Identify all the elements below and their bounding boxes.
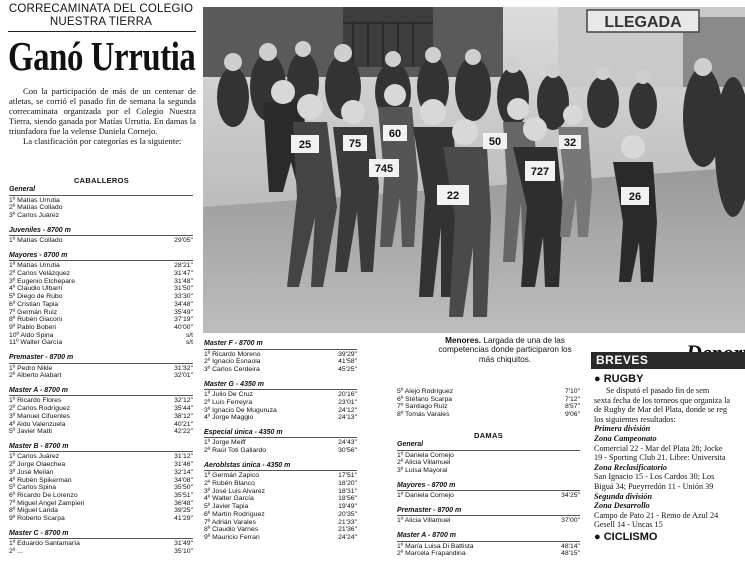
- category-title: Master F - 8700 m: [204, 340, 357, 350]
- result-time: 45'25": [338, 365, 357, 373]
- result-row: [397, 550, 580, 558]
- result-time: 8'57": [564, 403, 580, 411]
- result-row: [204, 519, 357, 527]
- result-category: [9, 227, 193, 245]
- bib-number: 26: [628, 191, 642, 203]
- athlete-name: 7º Germán Ruiz: [9, 308, 58, 316]
- athlete-name: 4º Jorge Maggio: [204, 414, 254, 422]
- athlete-name: 7º Adrián Varales: [204, 518, 256, 526]
- bullet-icon: ●: [594, 373, 604, 385]
- caballeros-header: CABALLEROS: [73, 176, 130, 185]
- result-time: 7'10": [564, 388, 580, 395]
- zone-title: Zona Campeonato: [594, 433, 657, 443]
- result-row: [204, 480, 357, 488]
- match-result: San Ignacio 15 - Los Cardos 30; Los: [594, 472, 715, 482]
- athlete-name: 1º Ricardo Moreno: [204, 350, 261, 358]
- breves-line: Se disputó el pasado fin de sem: [606, 386, 710, 395]
- result-row: [9, 270, 193, 278]
- result-row: [397, 459, 580, 467]
- result-row: [9, 262, 193, 270]
- result-time: 31'48": [174, 277, 193, 285]
- result-time: 31'49": [174, 540, 193, 548]
- breves-label: BREVES: [596, 353, 649, 367]
- result-time: 21'33": [338, 518, 357, 526]
- result-time: 31'46": [174, 461, 193, 469]
- result-category: [204, 340, 357, 374]
- caption-bold: Menores.: [445, 336, 482, 345]
- match-result: Gesell 14 - Uncas 15: [594, 520, 663, 530]
- photo-caption: [430, 336, 580, 364]
- athlete-name: 3º Eugenio Etchepare: [9, 277, 75, 285]
- caption-text: Largada de una de las competencias donde participaron los más chiquitos.: [438, 336, 572, 364]
- result-time: 35'10": [174, 548, 193, 555]
- bib-number: 25: [298, 139, 312, 151]
- athlete-name: 9º Roberto Scarpa: [9, 515, 65, 523]
- athlete-name: 3º Carlos Juárez: [9, 211, 60, 219]
- result-row: [9, 548, 193, 556]
- sport-heading: [594, 530, 745, 544]
- result-category: [397, 441, 580, 475]
- result-category: [9, 387, 193, 436]
- result-category: [397, 532, 580, 558]
- athlete-name: 1º Jorge Meiff: [204, 439, 246, 447]
- results-column-2: [204, 340, 357, 549]
- result-row: [9, 324, 193, 332]
- result-time: 32'14": [174, 468, 193, 476]
- athlete-name: 5º Diego de Rubo: [9, 293, 63, 301]
- result-time: 34'25": [561, 492, 580, 500]
- result-row: [204, 358, 357, 366]
- athlete-name: 2º Alberto Alabart: [9, 372, 62, 380]
- athlete-name: 11º Walter García: [9, 339, 63, 347]
- athlete-name: 10º Aldo Spina: [9, 331, 54, 339]
- kicker: CORRECAMINATA DEL COLEGIO NUESTRA TIERRA: [8, 3, 194, 28]
- result-time: s/t: [185, 331, 193, 339]
- result-row: [9, 204, 193, 212]
- division-title: Segunda división: [594, 491, 653, 501]
- result-time: 35'49": [174, 308, 193, 316]
- result-time: 9'06": [564, 411, 580, 419]
- result-row: [397, 467, 580, 475]
- athlete-name: 5º Alejo Rodríguez: [397, 388, 454, 395]
- athlete-name: 6º Martín Rodríguez: [204, 510, 265, 518]
- athlete-name: 9º Pablo Boberi: [9, 323, 57, 331]
- athlete-name: 5º Carlos Spina: [9, 484, 57, 492]
- result-row: [204, 534, 357, 542]
- athlete-name: 7º Miguel Angel Zampieri: [9, 499, 85, 507]
- body-paragraph: Con la participación de más de un centenar de atletas, se corrió el pasado fin de semana la segunda correcaminata organizada por el Colegio Nuestra Tierra, siendo ganada por Matías Urrutia. En damas la triunfadora fue la velense Daniela Cornejo.: [9, 86, 196, 137]
- result-time: 42'22": [174, 428, 193, 436]
- article-body: [9, 86, 196, 147]
- race-photo: [203, 7, 745, 333]
- result-time: 24'43": [338, 439, 357, 447]
- result-row: [204, 526, 357, 534]
- athlete-name: 1º Eduardo Santamaría: [9, 540, 80, 548]
- athlete-name: 5º Javier Matti: [9, 428, 52, 436]
- athlete-name: 1º Alicia Villamuel: [397, 517, 451, 525]
- result-row: [397, 492, 580, 500]
- category-title: Juveniles - 8700 m: [9, 227, 193, 237]
- result-time: 31'32": [174, 364, 193, 372]
- match-result: 19 - Sporting Club 21. Libre: Universita: [594, 453, 726, 463]
- result-row: [204, 447, 357, 455]
- result-time: 39'25": [174, 507, 193, 515]
- category-title: Master A - 8700 m: [397, 532, 580, 542]
- athlete-name: 2º Matías Collado: [9, 204, 63, 212]
- result-time: 41'29": [174, 515, 193, 523]
- result-time: 29'05": [174, 237, 193, 245]
- result-time: 41'58": [338, 358, 357, 366]
- result-row: [9, 428, 193, 436]
- bib-number: 75: [348, 138, 362, 150]
- athlete-name: 6º Ricardo De Lorenzo: [9, 491, 78, 499]
- breves-results: [594, 424, 745, 530]
- result-row: [9, 515, 193, 523]
- result-row: [397, 411, 580, 419]
- bib-number: 50: [488, 136, 502, 148]
- category-title: Aeroblstas única - 4350 m: [204, 462, 357, 472]
- sport-name: CICLISMO: [603, 530, 658, 543]
- result-time: 24'13": [338, 414, 357, 422]
- athlete-name: 9º Mauricio Ferrari: [204, 533, 260, 541]
- athlete-name: 1º Germán Zapico: [204, 472, 259, 480]
- breves-intro: [594, 386, 745, 424]
- match-result: Comercial 22 - Mar del Plata 28; Jocke: [594, 443, 723, 453]
- result-time: 34'48": [174, 300, 193, 308]
- breves-line: sexta fecha de los torneos que organiza la: [594, 395, 731, 405]
- result-row: [9, 285, 193, 293]
- category-title: General: [9, 186, 193, 196]
- result-row: [9, 212, 193, 220]
- athlete-name: 1º Pedro Nikle: [9, 364, 53, 372]
- result-time: 24'12": [338, 406, 357, 414]
- athlete-name: 6º Cristian Tapia: [9, 300, 59, 308]
- athlete-name: 1º Ricardo Flores: [9, 397, 62, 405]
- breves-body: [594, 372, 745, 544]
- category-title: Master A - 8700 m: [9, 387, 193, 397]
- athlete-name: 1º Matías Urrutia: [9, 196, 60, 204]
- result-category: [9, 354, 193, 380]
- result-time: 32'01": [174, 372, 193, 380]
- result-row: [9, 197, 193, 205]
- result-row: [9, 461, 193, 469]
- result-time: 31'12": [174, 453, 193, 461]
- result-time: 35'51": [174, 491, 193, 499]
- result-time: 32'12": [174, 397, 193, 405]
- result-row: [9, 301, 193, 309]
- result-row: [9, 372, 193, 380]
- bib-number: 60: [388, 128, 402, 140]
- result-row: [204, 472, 357, 480]
- result-time: 39'29": [338, 350, 357, 358]
- athlete-name: 3º José Meilán: [9, 468, 54, 476]
- result-time: 31'47": [174, 270, 193, 278]
- bib-number: 745: [374, 163, 394, 175]
- athlete-name: 7º Santiago Ruiz: [397, 403, 448, 411]
- athlete-name: 1º Daniela Cornejo: [397, 451, 454, 459]
- category-title: Master C - 8700 m: [9, 530, 193, 540]
- damas-header: DAMAS: [474, 431, 503, 440]
- result-time: 33'30": [174, 293, 193, 301]
- result-time: 24'24": [338, 533, 357, 541]
- match-result: Campo de Pato 21 - Remo de Azul 24: [594, 510, 719, 520]
- match-result: Biguá 34; Pueyrredón 11 - Unión 39: [594, 481, 714, 491]
- result-time: 35'50": [174, 484, 193, 492]
- result-category: [204, 381, 357, 422]
- result-time: 35'44": [174, 405, 193, 413]
- result-category: [9, 252, 193, 347]
- zone-title: Zona Desarrollo: [594, 501, 650, 511]
- result-row: [9, 453, 193, 461]
- athlete-name: 3º Carlos Cerdeira: [204, 365, 260, 373]
- athlete-name: 8º Miguel Landa: [9, 507, 58, 515]
- result-time: 40'00": [174, 323, 193, 331]
- result-time: 23'01": [338, 398, 357, 406]
- result-time: 21'36": [338, 526, 357, 534]
- category-title: Master G - 4350 m: [204, 381, 357, 391]
- result-row: [204, 488, 357, 496]
- athlete-name: 3º Ignacio De Muguruza: [204, 406, 277, 414]
- headline: Ganó Urrutia: [8, 33, 196, 79]
- result-row: [9, 332, 193, 340]
- athlete-name: 2º ...: [9, 548, 23, 555]
- result-row: [9, 278, 193, 286]
- result-time: 7'12": [564, 395, 580, 403]
- division-title: Primera división: [594, 424, 651, 434]
- result-time: 30'56": [338, 447, 357, 455]
- athlete-name: 2º Marcela Frapandina: [397, 550, 466, 558]
- breves-line: los siguientes resultados:: [594, 414, 676, 424]
- category-title: Mayores - 8700 m: [397, 482, 580, 492]
- athlete-name: 4º Rubén Spikerman: [9, 476, 72, 484]
- athlete-name: 8º Rubén Giaconi: [9, 316, 63, 324]
- athlete-name: 3º Luisa Mayoral: [397, 466, 448, 474]
- result-category: [397, 482, 580, 500]
- result-time: 40'21": [174, 420, 193, 428]
- result-category: [9, 530, 193, 556]
- athlete-name: 1º Carlos Juárez: [9, 453, 60, 461]
- result-row: [204, 503, 357, 511]
- result-row: [397, 452, 580, 460]
- result-time: 34'08": [174, 476, 193, 484]
- result-time: 20'16": [338, 391, 357, 399]
- athlete-name: 1º Matías Collado: [9, 237, 63, 245]
- sport-name: RUGBY: [603, 373, 644, 385]
- category-title: Master B - 8700 m: [9, 443, 193, 453]
- bib-number: 22: [446, 190, 460, 202]
- result-category: [204, 429, 357, 455]
- result-time: 17'51": [338, 472, 357, 480]
- athlete-name: 2º Ignacio Esnaola: [204, 358, 261, 366]
- result-row: [9, 237, 193, 245]
- result-row: [9, 421, 193, 429]
- result-row: [204, 439, 357, 447]
- bib-number: 32: [563, 137, 577, 149]
- athlete-name: 4º Claudio Ulbarri: [9, 285, 63, 293]
- result-time: 19'49": [338, 503, 357, 511]
- athlete-name: 8º Claudio Varnes: [204, 526, 259, 534]
- result-row: [9, 500, 193, 508]
- result-row: [397, 403, 580, 411]
- result-row: [9, 413, 193, 421]
- category-title: Especial única - 4350 m: [204, 429, 357, 439]
- athlete-name: 4º Aldo Valenzuela: [9, 420, 66, 428]
- result-row: [9, 484, 193, 492]
- result-row: [204, 414, 357, 422]
- category-title: Premaster - 8700 m: [397, 507, 580, 517]
- result-row: [204, 366, 357, 374]
- result-row: [9, 540, 193, 548]
- result-row: [397, 517, 580, 525]
- result-time: 20'35": [338, 510, 357, 518]
- result-row: [9, 309, 193, 317]
- results-column-3: [397, 441, 580, 565]
- athlete-name: 5º Javier Tapia: [204, 503, 249, 511]
- result-row: [9, 492, 193, 500]
- result-row: [204, 511, 357, 519]
- category-title: General: [397, 441, 580, 451]
- athlete-name: 2º Luis Ferreyra: [204, 398, 253, 406]
- athlete-name: 8º Tomás Varales: [397, 411, 450, 419]
- athlete-name: 3º José Luis Alvarez: [204, 487, 266, 495]
- athlete-name: 1º Daniela Cornejo: [397, 492, 454, 500]
- result-time: s/t: [185, 339, 193, 347]
- result-category: [9, 443, 193, 523]
- athlete-name: 2º Carlos Velázquez: [9, 270, 71, 278]
- athlete-name: 2º Raúl Toti Gallardo: [204, 447, 267, 455]
- result-row: [204, 399, 357, 407]
- bullet-icon: ●: [594, 530, 604, 543]
- sport-heading: [594, 372, 745, 386]
- kicker-rule: [8, 31, 196, 32]
- result-row: [9, 405, 193, 413]
- result-time: 18'20": [338, 480, 357, 488]
- result-row: [204, 351, 357, 359]
- result-row: [397, 396, 580, 404]
- result-time: 18'31": [338, 487, 357, 495]
- result-row: [9, 339, 193, 347]
- result-row: [204, 391, 357, 399]
- result-time: 48'15": [561, 550, 580, 558]
- result-row: [9, 507, 193, 515]
- result-row: [9, 316, 193, 324]
- athlete-name: 6º Stéfano Scarpa: [397, 395, 453, 403]
- results-column-3-top: [397, 388, 580, 419]
- result-category: [204, 462, 357, 542]
- result-row: [9, 469, 193, 477]
- result-time: 28'21": [174, 262, 193, 270]
- result-category: [9, 186, 193, 220]
- result-category: [397, 507, 580, 525]
- athlete-name: 2º Alicia Villamuel: [397, 459, 451, 467]
- athlete-name: 1º Julio De Cruz: [204, 391, 253, 399]
- athlete-name: 3º Manuel Cifuentes: [9, 412, 71, 420]
- result-row: [397, 543, 580, 551]
- athlete-name: 2º Rubén Blanco: [204, 480, 255, 488]
- athlete-name: 2º Carlos Rodríguez: [9, 405, 71, 413]
- result-row: [204, 407, 357, 415]
- result-time: 48'14": [561, 542, 580, 550]
- result-row: [9, 365, 193, 373]
- athlete-name: 1º María Luisa Di Battista: [397, 542, 474, 550]
- result-time: 36'48": [174, 499, 193, 507]
- result-time: 37'00": [561, 517, 580, 525]
- zone-title: Zona Reclasificatorio: [594, 462, 667, 472]
- body-paragraph: La clasificación por categorías es la siguiente:: [23, 136, 182, 147]
- athlete-name: 2º Jorge Olaechea: [9, 461, 66, 469]
- result-time: 31'50": [174, 285, 193, 293]
- result-row: [9, 397, 193, 405]
- athlete-name: 4º Walter García: [204, 495, 254, 503]
- category-title: Premaster - 8700 m: [9, 354, 193, 364]
- result-row: [397, 388, 580, 396]
- category-title: Mayores - 8700 m: [9, 252, 193, 262]
- result-row: [204, 495, 357, 503]
- result-row: [9, 293, 193, 301]
- bib-number: 727: [530, 166, 550, 178]
- result-row: [9, 477, 193, 485]
- result-time: 37'19": [174, 316, 193, 324]
- athlete-name: 1º Matías Urrutia: [9, 262, 60, 270]
- result-time: 18'56": [338, 495, 357, 503]
- results-column-1: [9, 186, 193, 563]
- banner-text: LLEGADA: [604, 14, 682, 31]
- result-time: 38'12": [174, 412, 193, 420]
- breves-line: de Rugby de Mar del Plata, donde se reg: [594, 405, 728, 415]
